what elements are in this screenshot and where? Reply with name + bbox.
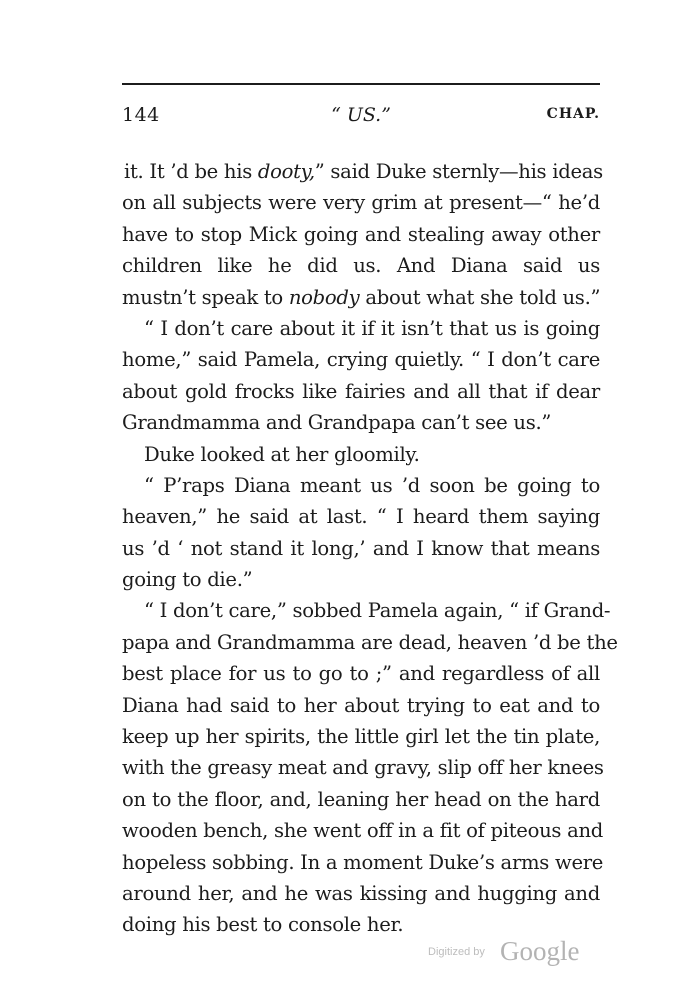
text-line: going to die.” [122, 568, 253, 592]
text-line: hopeless sobbing. In a moment Duke’s arms were [122, 850, 604, 874]
text-line: around her, and he was kissing and hugging and [122, 881, 600, 905]
header-rule [122, 83, 600, 85]
text-line: “ I don’t care,” sobbed Pamela again, “ if Grand- [144, 599, 611, 623]
body-text [122, 156, 618, 941]
text-line: have to stop Mick going and stealing away other [122, 222, 600, 246]
text-line: Diana had said to her about trying to eat and to [122, 693, 600, 717]
text-line: Grandmamma and Grandpapa can’t see us.” [122, 411, 552, 435]
chapter-label: CHAP. [546, 106, 600, 122]
running-title: “ US.” [331, 104, 391, 126]
google-watermark: Google [500, 936, 580, 966]
text-line: keep up her spirits, the little girl let the tin plate, [122, 725, 600, 749]
text-line: children like he did us. And Diana said us [122, 254, 600, 278]
text-line: with the greasy meat and gravy, slip off her knees [122, 756, 604, 780]
text-line: us ’d ‘ not stand it long,’ and I know that means [122, 536, 600, 560]
text-line: best place for us to go to ;” and regardless of all [122, 662, 600, 686]
page-number: 144 [122, 104, 160, 126]
digitized-by-label: Digitized by [428, 946, 485, 958]
text-line: on all subjects were very grim at present—“ he’d [122, 191, 600, 215]
text-line: doing his best to console her. [122, 913, 404, 937]
text-line: “ P’raps Diana meant us ’d soon be going to [144, 473, 600, 497]
text-line: on to the floor, and, leaning her head on the hard [122, 787, 600, 811]
text-line: it. It ’d be his dooty,” said Duke sternly—his ideas [124, 160, 603, 183]
page-header [122, 104, 600, 130]
text-line: papa and Grandmamma are dead, heaven ’d be the [122, 630, 618, 654]
text-line: heaven,” he said at last. “ I heard them saying [122, 505, 600, 529]
text-line: about gold frocks like fairies and all that if dear [122, 379, 600, 403]
text-line: home,” said Pamela, crying quietly. “ I don’t care [122, 348, 600, 372]
text-line: mustn’t speak to nobody about what she told us.” [122, 285, 601, 309]
text-line: Duke looked at her gloomily. [144, 442, 420, 466]
text-line: wooden bench, she went off in a fit of piteous and [122, 819, 604, 843]
text-line: “ I don’t care about it if it isn’t that us is going [144, 316, 600, 340]
